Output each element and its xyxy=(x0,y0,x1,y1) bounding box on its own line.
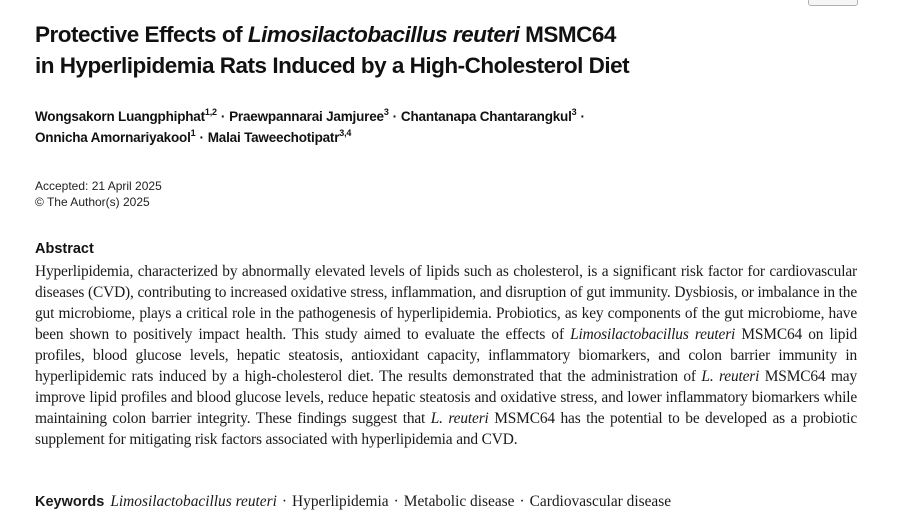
author-name[interactable]: Praewpannarai Jamjuree xyxy=(229,109,384,124)
author-name[interactable]: Wongsakorn Luangphiphat xyxy=(35,109,205,124)
author-separator: · xyxy=(580,109,585,124)
title-species-name: Limosilactobacillus reuteri xyxy=(247,22,520,47)
title-line2: in Hyperlipidemia Rats Induced by a High-Cholesterol Diet xyxy=(35,53,630,78)
accepted-date: Accepted: 21 April 2025 xyxy=(35,179,162,193)
page-corner-control[interactable] xyxy=(808,0,858,6)
author-affiliation: 3,4 xyxy=(339,127,352,138)
keywords-section xyxy=(35,491,875,513)
author-separator: · xyxy=(199,130,204,145)
species-name: L. reuteri xyxy=(430,410,489,427)
author-name[interactable]: Onnicha Amornariyakool xyxy=(35,130,191,145)
abstract-text xyxy=(35,261,857,450)
keyword-separator: · xyxy=(519,493,525,510)
keyword-separator: · xyxy=(393,493,399,510)
keyword-item[interactable]: Metabolic disease xyxy=(403,493,515,510)
copyright-notice: © The Author(s) 2025 xyxy=(35,195,150,209)
author-affiliation: 3 xyxy=(383,106,389,117)
author-affiliation: 3 xyxy=(571,106,577,117)
keyword-separator: · xyxy=(281,493,288,510)
author-list xyxy=(35,106,875,148)
author-separator: · xyxy=(392,109,397,124)
keyword-item[interactable]: Limosilactobacillus reuteri xyxy=(110,493,277,510)
author-affiliation: 1,2 xyxy=(204,106,217,117)
article-title xyxy=(35,19,875,81)
author-separator: · xyxy=(220,109,226,124)
abstract-segment: MSMC64 may improve lipid profiles and blood glucose levels, reduce hepatic steatosis and oxidative stress, and lower inflammatory biomarkers while maintaining colon barrier integrity. These findings suggest that xyxy=(35,368,857,427)
keyword-item[interactable]: Hyperlipidemia xyxy=(292,493,389,510)
author-name[interactable]: Chantanapa Chantarangkul xyxy=(400,109,572,124)
abstract-segment: Hyperlipidemia, characterized by abnormally elevated levels of lipids such as cholesterol, is a significant risk factor for cardiovascular diseases (CVD), contributing to increased oxidative stress, inflammation, and disruption of gut immunity. Dysbiosis, or imbalance in the gut microbiome, plays a critical role in the pathogenesis of hyperlipidemia. Probiotics, as key components of the gut microbiome, have been shown to positively impact health. This study aimed to evaluate the effects of xyxy=(35,263,857,343)
publication-dates xyxy=(35,178,435,210)
abstract-heading: Abstract xyxy=(35,241,94,257)
species-name: L. reuteri xyxy=(701,368,760,385)
title-line1-pre: Protective Effects of xyxy=(35,22,248,47)
species-name: Limosilactobacillus reuteri xyxy=(570,326,736,343)
title-line1-post: MSMC64 xyxy=(519,22,616,47)
author-name[interactable]: Malai Taweechotipatr xyxy=(207,130,340,145)
abstract-segment: MSMC64 has the potential to be developed as a probiotic supplement for mitigating risk factors associated with hyperlipidemia and CVD. xyxy=(35,410,858,448)
abstract-segment: MSMC64 on lipid profiles, blood glucose levels, hepatic steatosis, antioxidant capacity, inflammatory biomarkers, and colon barrier immunity in hyperlipidemic rats induced by a high-cholesterol diet. The results demonstrated that the administration of xyxy=(35,326,858,385)
keyword-item[interactable]: Cardiovascular disease xyxy=(529,493,672,510)
keywords-label: Keywords xyxy=(35,494,105,510)
author-affiliation: 1 xyxy=(190,127,196,138)
